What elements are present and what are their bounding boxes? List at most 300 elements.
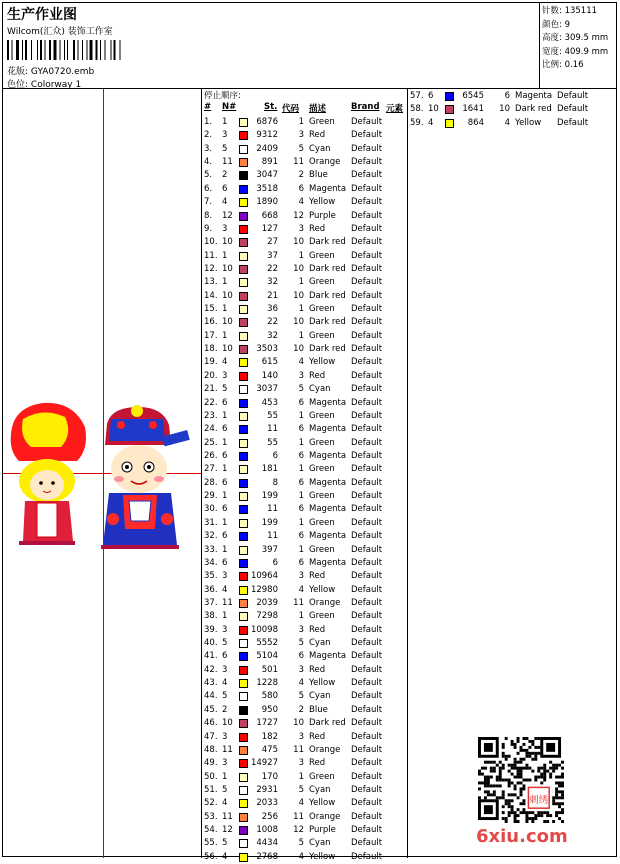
- row-index: 5.: [204, 170, 213, 181]
- color-swatch: [239, 252, 248, 261]
- color-swatch: [239, 399, 248, 408]
- row-description: Purple: [309, 210, 336, 221]
- row-brand: Default: [557, 117, 589, 128]
- color-swatch: [239, 332, 248, 341]
- row-needle: 3: [222, 664, 228, 675]
- row-description: Cyan: [309, 838, 331, 849]
- row-description: Green: [309, 117, 335, 127]
- row-code: 1: [298, 277, 304, 288]
- table-row: [202, 196, 408, 209]
- row-needle: 10: [222, 317, 233, 328]
- row-needle: 3: [222, 130, 228, 141]
- color-swatch: [445, 92, 454, 101]
- row-needle: 5: [222, 143, 228, 154]
- row-description: Magenta: [309, 477, 347, 488]
- row-description: Cyan: [309, 143, 331, 154]
- table-row: [202, 503, 408, 516]
- row-needle: 5: [222, 384, 228, 395]
- row-index: 55.: [204, 838, 218, 849]
- row-description: Red: [309, 130, 326, 141]
- table-row: [408, 103, 614, 116]
- row-index: 14.: [204, 290, 218, 301]
- bride-figure: [11, 403, 86, 545]
- stat-colors: [542, 19, 616, 33]
- table-row: [202, 316, 408, 329]
- color-swatch: [239, 358, 248, 367]
- stat-label: 宽度:: [542, 46, 562, 57]
- row-description: Dark red: [309, 317, 346, 328]
- table-row: [202, 183, 408, 196]
- row-code: 1: [298, 117, 304, 127]
- row-description: Magenta: [309, 504, 347, 515]
- color-swatch: [239, 412, 248, 421]
- row-needle: 3: [222, 758, 228, 769]
- row-needle: 3: [222, 571, 228, 582]
- row-stitches: 32: [267, 277, 278, 288]
- row-index: 15.: [204, 304, 218, 315]
- row-stitches: 1228: [256, 678, 278, 689]
- row-code: 3: [298, 130, 304, 141]
- row-index: 41.: [204, 651, 218, 662]
- row-brand: Default: [351, 290, 383, 301]
- color-swatch: [239, 345, 248, 354]
- row-needle: 4: [428, 117, 434, 128]
- row-description: Yellow: [309, 584, 336, 595]
- row-stitches: 11: [267, 424, 278, 435]
- row-index: 11.: [204, 250, 218, 261]
- row-stitches: 615: [261, 357, 278, 368]
- row-brand: Default: [351, 571, 383, 582]
- row-stitches: 6: [272, 451, 278, 461]
- table-row: [202, 303, 408, 316]
- row-brand: Default: [351, 517, 383, 528]
- row-brand: Default: [351, 704, 383, 715]
- row-code: 1: [298, 410, 304, 421]
- row-description: Green: [309, 544, 335, 555]
- row-brand: Default: [351, 117, 383, 127]
- row-index: 52.: [204, 798, 218, 809]
- row-index: 2.: [204, 130, 213, 141]
- row-stitches: 55: [267, 410, 278, 421]
- color-swatch: [239, 639, 248, 648]
- table-row: [202, 677, 408, 690]
- row-code: 4: [298, 798, 304, 809]
- row-index: 16.: [204, 317, 218, 328]
- stat-label: 颜色:: [542, 19, 562, 30]
- qr-code: [478, 737, 564, 823]
- row-needle: 10: [222, 237, 233, 248]
- row-description: Green: [309, 517, 335, 528]
- row-index: 35.: [204, 571, 218, 582]
- color-swatch: [239, 225, 248, 234]
- color-swatch: [239, 212, 248, 221]
- row-brand: Default: [351, 170, 383, 181]
- row-brand: Default: [351, 157, 383, 168]
- row-index: 26.: [204, 451, 218, 461]
- stat-stitches: [542, 5, 616, 19]
- row-code: 5: [298, 384, 304, 395]
- row-description: Green: [309, 611, 335, 622]
- row-code: 4: [504, 117, 510, 128]
- table-row: [202, 811, 408, 824]
- row-brand: Default: [351, 758, 383, 769]
- row-code: 10: [293, 317, 304, 328]
- row-index: 6.: [204, 183, 213, 194]
- color-swatch: [239, 546, 248, 555]
- barcode: [7, 40, 157, 60]
- row-stitches: 22: [267, 263, 278, 274]
- row-brand: Default: [351, 370, 383, 381]
- table-row: [202, 690, 408, 703]
- row-index: 40.: [204, 638, 218, 649]
- row-needle: 11: [222, 811, 233, 822]
- row-needle: 6: [428, 91, 434, 101]
- row-brand: Default: [351, 237, 383, 248]
- row-code: 6: [298, 451, 304, 461]
- color-swatch: [239, 318, 248, 327]
- table-row: [202, 664, 408, 677]
- color-swatch: [239, 799, 248, 808]
- row-code: 11: [293, 157, 304, 168]
- row-index: 22.: [204, 397, 218, 408]
- color-swatch: [239, 612, 248, 621]
- row-stitches: 9312: [256, 130, 278, 141]
- table-row: [202, 263, 408, 276]
- color-swatch: [239, 465, 248, 474]
- row-brand: Default: [351, 344, 383, 355]
- row-stitches: 21: [267, 290, 278, 301]
- row-needle: 5: [222, 838, 228, 849]
- table-row: [202, 437, 408, 450]
- row-description: Yellow: [309, 851, 336, 862]
- row-index: 36.: [204, 584, 218, 595]
- row-index: 19.: [204, 357, 218, 368]
- table-row: [202, 477, 408, 490]
- row-needle: 12: [222, 210, 233, 221]
- row-code: 3: [298, 758, 304, 769]
- row-stitches: 140: [261, 370, 278, 381]
- row-brand: Default: [351, 477, 383, 488]
- color-swatch: [239, 198, 248, 207]
- row-stitches: 3047: [256, 170, 278, 181]
- row-index: 8.: [204, 210, 213, 221]
- color-swatch: [239, 719, 248, 728]
- table-row: [202, 731, 408, 744]
- row-needle: 10: [222, 344, 233, 355]
- table-row: [202, 370, 408, 383]
- row-index: 25.: [204, 437, 218, 448]
- row-code: 5: [298, 691, 304, 702]
- row-description: Dark red: [309, 718, 346, 729]
- row-description: Magenta: [309, 397, 347, 408]
- table-row: [202, 717, 408, 730]
- colorway-value: Colorway 1: [30, 80, 82, 90]
- color-swatch: [239, 572, 248, 581]
- table-row: [202, 597, 408, 610]
- row-index: 39.: [204, 624, 218, 635]
- row-needle: 3: [222, 223, 228, 234]
- row-stitches: 3037: [256, 384, 278, 395]
- color-swatch: [239, 519, 248, 528]
- row-needle: 4: [222, 798, 228, 809]
- table-row: [202, 129, 408, 142]
- row-code: 1: [298, 464, 304, 475]
- table-row: [202, 450, 408, 463]
- row-brand: Default: [351, 557, 383, 568]
- color-swatch: [239, 652, 248, 661]
- row-brand: Default: [351, 691, 383, 702]
- row-code: 11: [293, 597, 304, 608]
- row-needle: 1: [222, 117, 228, 127]
- row-needle: 5: [222, 785, 228, 795]
- row-brand: Default: [351, 451, 383, 461]
- row-stitches: 2409: [256, 143, 278, 154]
- row-brand: Default: [351, 143, 383, 154]
- row-index: 43.: [204, 678, 218, 689]
- stats-panel: [540, 3, 616, 89]
- row-code: 1: [298, 437, 304, 448]
- row-brand: Default: [351, 771, 383, 782]
- row-code: 1: [298, 491, 304, 502]
- row-brand: Default: [351, 504, 383, 515]
- row-brand: Default: [351, 223, 383, 234]
- row-index: 44.: [204, 691, 218, 702]
- color-swatch: [239, 145, 248, 154]
- row-stitches: 1890: [256, 197, 278, 208]
- color-swatch: [239, 813, 248, 822]
- row-index: 3.: [204, 143, 213, 154]
- row-index: 31.: [204, 517, 218, 528]
- design-info: [7, 64, 94, 77]
- stat-label: 比例:: [542, 60, 562, 70]
- design-label: 花版:: [7, 67, 29, 77]
- row-stitches: 181: [261, 464, 278, 475]
- row-code: 3: [298, 664, 304, 675]
- table-row: [202, 771, 408, 784]
- color-swatch: [239, 171, 248, 180]
- row-needle: 2: [222, 170, 228, 181]
- row-needle: 10: [222, 290, 233, 301]
- row-needle: 10: [222, 263, 233, 274]
- row-code: 10: [293, 263, 304, 274]
- row-stitches: 4434: [256, 838, 278, 849]
- svg-text:刺绣: 刺绣: [529, 795, 549, 807]
- stop-sequence-label: 停止顺序:: [204, 91, 241, 101]
- col-header-brand: Brand: [351, 102, 380, 112]
- row-description: Dark red: [309, 290, 346, 301]
- row-stitches: 6: [272, 557, 278, 568]
- row-description: Blue: [309, 170, 328, 181]
- row-index: 57.: [410, 91, 424, 101]
- table-row: [202, 116, 408, 129]
- row-stitches: 2768: [256, 851, 278, 862]
- row-description: Green: [309, 304, 335, 315]
- row-code: 1: [298, 771, 304, 782]
- row-code: 1: [298, 250, 304, 261]
- table-row: [202, 250, 408, 263]
- row-brand: Default: [351, 678, 383, 689]
- row-brand: Default: [351, 197, 383, 208]
- row-stitches: 2931: [256, 785, 278, 795]
- row-brand: Default: [351, 531, 383, 542]
- row-brand: Default: [351, 397, 383, 408]
- row-brand: Default: [351, 130, 383, 141]
- table-row: [202, 637, 408, 650]
- color-swatch: [239, 278, 248, 287]
- col-header-index: #: [204, 102, 212, 112]
- table-row: [202, 490, 408, 503]
- row-index: 18.: [204, 344, 218, 355]
- row-stitches: 32: [267, 330, 278, 341]
- row-description: Magenta: [309, 531, 347, 542]
- color-swatch: [239, 118, 248, 127]
- row-description: Magenta: [515, 91, 553, 101]
- row-needle: 10: [428, 104, 439, 115]
- embroidery-illustration: [3, 89, 202, 858]
- row-code: 11: [293, 811, 304, 822]
- row-stitches: 14927: [250, 758, 278, 769]
- row-index: 28.: [204, 477, 218, 488]
- color-swatch: [239, 292, 248, 301]
- color-swatch: [239, 452, 248, 461]
- row-brand: Default: [351, 277, 383, 288]
- row-code: 10: [499, 104, 510, 115]
- row-stitches: 127: [261, 223, 278, 234]
- row-code: 1: [298, 611, 304, 622]
- color-sequence-table: [202, 89, 408, 862]
- row-needle: 4: [222, 851, 228, 862]
- row-stitches: 475: [261, 744, 278, 755]
- row-brand: Default: [351, 664, 383, 675]
- row-index: 13.: [204, 277, 218, 288]
- row-description: Red: [309, 758, 326, 769]
- row-code: 5: [298, 143, 304, 154]
- row-description: Magenta: [309, 557, 347, 568]
- row-stitches: 3503: [256, 344, 278, 355]
- row-code: 6: [298, 651, 304, 662]
- table-row: [202, 570, 408, 583]
- watermark-logo: 6xiu.com: [476, 826, 568, 847]
- color-swatch: [239, 131, 248, 140]
- color-swatch: [239, 666, 248, 675]
- row-description: Orange: [309, 744, 341, 755]
- row-needle: 6: [222, 477, 228, 488]
- row-index: 42.: [204, 664, 218, 675]
- row-needle: 1: [222, 277, 228, 288]
- row-brand: Default: [351, 317, 383, 328]
- row-code: 6: [504, 91, 510, 101]
- row-brand: Default: [351, 210, 383, 221]
- row-stitches: 199: [261, 517, 278, 528]
- table-row: [202, 530, 408, 543]
- row-code: 6: [298, 424, 304, 435]
- row-stitches: 27: [267, 237, 278, 248]
- row-code: 10: [293, 718, 304, 729]
- color-swatch: [239, 158, 248, 167]
- row-index: 29.: [204, 491, 218, 502]
- sheet-title: 生产作业图: [7, 7, 77, 23]
- table-row: [202, 517, 408, 530]
- table-row: [202, 463, 408, 476]
- row-stitches: 8: [272, 477, 278, 488]
- table-row: [202, 210, 408, 223]
- row-brand: Default: [351, 611, 383, 622]
- row-index: 12.: [204, 263, 218, 274]
- row-description: Cyan: [309, 785, 331, 795]
- row-brand: Default: [351, 744, 383, 755]
- color-swatch: [239, 826, 248, 835]
- row-description: Green: [309, 491, 335, 502]
- row-code: 3: [298, 370, 304, 381]
- row-brand: Default: [557, 91, 589, 101]
- row-description: Cyan: [309, 638, 331, 649]
- color-swatch: [239, 706, 248, 715]
- row-description: Yellow: [309, 798, 336, 809]
- row-needle: 1: [222, 410, 228, 421]
- stat-width: [542, 46, 616, 60]
- row-code: 4: [298, 851, 304, 862]
- row-needle: 6: [222, 531, 228, 542]
- row-needle: 3: [222, 370, 228, 381]
- stat-value: 0.16: [564, 60, 584, 70]
- row-stitches: 1641: [462, 104, 484, 115]
- row-description: Red: [309, 624, 326, 635]
- row-needle: 5: [222, 691, 228, 702]
- row-stitches: 10098: [250, 624, 278, 635]
- row-description: Dark red: [309, 263, 346, 274]
- row-index: 24.: [204, 424, 218, 435]
- row-description: Green: [309, 464, 335, 475]
- stat-height: [542, 32, 616, 46]
- row-needle: 6: [222, 183, 228, 194]
- row-needle: 1: [222, 611, 228, 622]
- row-brand: Default: [351, 544, 383, 555]
- color-swatch: [239, 839, 248, 848]
- row-code: 6: [298, 504, 304, 515]
- color-swatch: [239, 238, 248, 247]
- row-description: Green: [309, 410, 335, 421]
- row-brand: Default: [351, 624, 383, 635]
- row-code: 6: [298, 183, 304, 194]
- table-row: [202, 610, 408, 623]
- row-code: 5: [298, 785, 304, 795]
- row-needle: 3: [222, 624, 228, 635]
- row-index: 10.: [204, 237, 218, 248]
- groom-figure: [101, 405, 190, 549]
- table-row: [202, 143, 408, 156]
- row-index: 9.: [204, 223, 213, 234]
- row-stitches: 199: [261, 491, 278, 502]
- row-needle: 4: [222, 584, 228, 595]
- row-brand: Default: [351, 798, 383, 809]
- stat-label: 高度:: [542, 33, 562, 43]
- row-brand: Default: [351, 838, 383, 849]
- row-stitches: 22: [267, 317, 278, 328]
- row-stitches: 501: [261, 664, 278, 675]
- table-row: [202, 410, 408, 423]
- table-row: [202, 624, 408, 637]
- row-stitches: 2039: [256, 597, 278, 608]
- table-row: [202, 584, 408, 597]
- row-needle: 1: [222, 437, 228, 448]
- table-row: [202, 757, 408, 770]
- row-description: Magenta: [309, 451, 347, 461]
- row-index: 51.: [204, 785, 218, 795]
- table-row: [202, 824, 408, 837]
- row-description: Yellow: [309, 197, 336, 208]
- row-code: 10: [293, 344, 304, 355]
- row-index: 48.: [204, 744, 218, 755]
